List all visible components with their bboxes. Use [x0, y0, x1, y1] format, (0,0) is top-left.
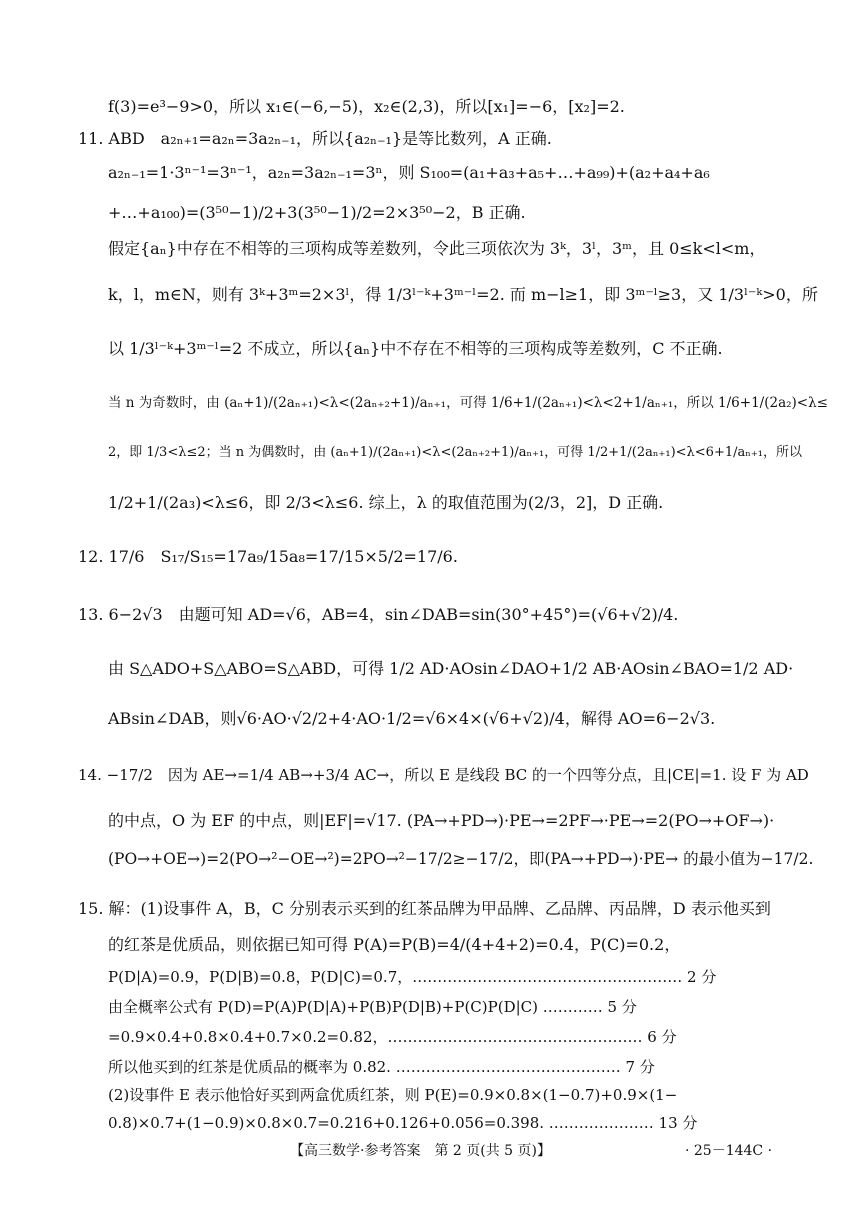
text-line: 由全概率公式有 P(D)=P(A)P(D|A)+P(B)P(D|B)+P(C)P(D|C) ………… 5 分: [108, 998, 637, 1016]
text-line: 14. −17/2 因为 AE→=1/4 AB→+3/4 AC→，所以 E 是线段 BC 的一个四等分点，且|CE|=1. 设 F 为 AD: [78, 766, 809, 784]
text-line: 假定{aₙ}中存在不相等的三项构成等差数列，令此三项依次为 3ᵏ，3ˡ，3ᵐ，且 0≤k<l<m，: [108, 239, 766, 258]
text-line: =0.9×0.4+0.8×0.4+0.7×0.2=0.82，…………………………………………… 6 分: [108, 1028, 677, 1046]
footer-page-info: 【高三数学·参考答案 第 2 页(共 5 页)】: [290, 1143, 551, 1159]
text-line: 由 S△ADO+S△ABO=S△ABD，可得 1/2 AD·AOsin∠DAO+1/2 AB·AOsin∠BAO=1/2 AD·: [108, 659, 794, 678]
text-line: +…+a₁₀₀)=(3⁵⁰−1)/2+3(3⁵⁰−1)/2=2×3⁵⁰−2，B 正确.: [108, 203, 526, 222]
text-line: (PO→+OE→)=2(PO→²−OE→²)=2PO→²−17/2≥−17/2，即(PA→+PD→)·PE→ 的最小值为−17/2.: [108, 850, 814, 868]
text-line: f(3)=e³−9>0，所以 x₁∈(−6,−5)，x₂∈(2,3)，所以[x₁]=−6，[x₂]=2.: [108, 97, 625, 116]
text-line: 的中点，O 为 EF 的中点，则|EF|=√17. (PA→+PD→)·PE→=2PF→·PE→=2(PO→+OF→)·: [108, 811, 775, 830]
text-line: 1/2+1/(2a₃)<λ≤6，即 2/3<λ≤6. 综上，λ 的取值范围为(2/3，2]，D 正确.: [108, 493, 664, 512]
text-line: 13. 6−2√3 由题可知 AD=√6，AB=4，sin∠DAB=sin(30°+45°)=(√6+√2)/4.: [78, 605, 679, 624]
text-line: 所以他买到的红茶是优质品的概率为 0.82. ……………………………………… 7 分: [108, 1058, 655, 1076]
text-line: ABsin∠DAB，则√6·AO·√2/2+4·AO·1/2=√6×4×(√6+√2)/4，解得 AO=6−2√3.: [108, 709, 716, 728]
text-line: (2)设事件 E 表示他恰好买到两盒优质红茶，则 P(E)=0.9×0.8×(1−0.7)+0.9×(1−: [108, 1086, 678, 1104]
text-line: 当 n 为奇数时，由 (aₙ+1)/(2aₙ₊₁)<λ<(2aₙ₊₂+1)/aₙ₊₁，可得 1/6+1/(2aₙ₊₁)<λ<2+1/aₙ₊₁，所以 1/6+1/(2a₂)<λ≤: [108, 395, 828, 411]
text-line: 15. 解：(1)设事件 A，B，C 分别表示买到的红茶品牌为甲品牌、乙品牌、丙品牌，D 表示他买到: [78, 899, 771, 918]
text-line: 11. ABD a₂ₙ₊₁=a₂ₙ=3a₂ₙ₋₁，所以{a₂ₙ₋₁}是等比数列，A 正确.: [78, 129, 552, 148]
text-line: 的红茶是优质品，则依据已知可得 P(A)=P(B)=4/(4+4+2)=0.4，P(C)=0.2，: [108, 935, 681, 954]
text-line: k，l，m∈N，则有 3ᵏ+3ᵐ=2×3ˡ，得 1/3ˡ⁻ᵏ+3ᵐ⁻ˡ=2. 而 m−l≥1，即 3ᵐ⁻ˡ≥3，又 1/3ˡ⁻ᵏ>0，所: [108, 285, 818, 304]
text-line: 12. 17/6 S₁₇/S₁₅=17a₉/15a₈=17/15×5/2=17/6.: [78, 547, 458, 566]
footer-code: · 25－144C ·: [685, 1143, 773, 1159]
text-line: a₂ₙ₋₁=1·3ⁿ⁻¹=3ⁿ⁻¹，a₂ₙ=3a₂ₙ₋₁=3ⁿ，则 S₁₀₀=(a₁+a₃+a₅+…+a₉₉)+(a₂+a₄+a₆: [108, 163, 710, 182]
text-line: 0.8)×0.7+(1−0.9)×0.8×0.7=0.216+0.126+0.056=0.398. ………………… 13 分: [108, 1114, 698, 1132]
text-line: 2，即 1/3<λ≤2；当 n 为偶数时，由 (aₙ+1)/(2aₙ₊₁)<λ<(2aₙ₊₂+1)/aₙ₊₁，可得 1/2+1/(2aₙ₊₁)<λ<6+1/aₙ₊₁，所以: [108, 445, 802, 460]
text-line: P(D|A)=0.9，P(D|B)=0.8，P(D|C)=0.7，……………………………………………… 2 分: [108, 968, 717, 986]
text-line: 以 1/3ˡ⁻ᵏ+3ᵐ⁻ˡ=2 不成立，所以{aₙ}中不存在不相等的三项构成等差数列，C 不正确.: [108, 339, 723, 358]
